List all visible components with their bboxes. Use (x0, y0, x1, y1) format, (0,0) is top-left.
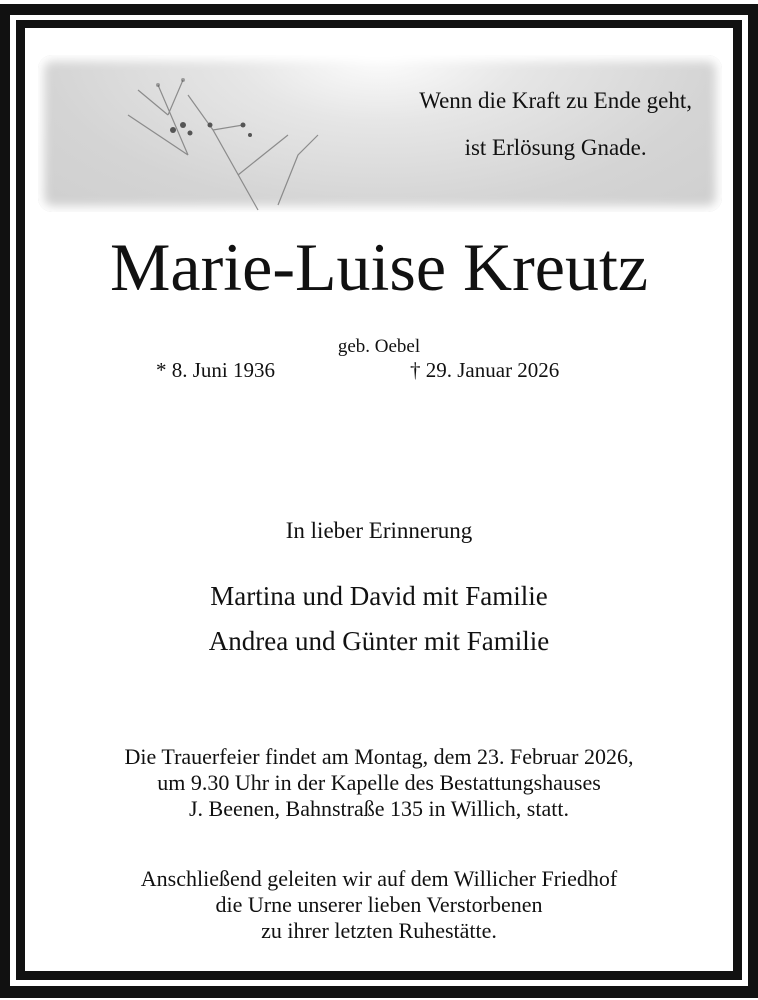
burial-info: Anschließend geleiten wir auf dem Willicher Friedhof die Urne unserer lieben Verstorbenen zu ihrer letzten Ruhestätte. (140, 866, 618, 943)
header-image-plant (38, 55, 722, 212)
deceased-name: Marie-Luise Kreutz (109, 229, 649, 305)
birth-name: geb. Oebel (337, 336, 421, 357)
family-line: Andrea und Günter mit Familie (208, 626, 550, 656)
ceremony-info: Die Trauerfeier findet am Montag, dem 23. Februar 2026, um 9.30 Uhr in der Kapelle des Bestattungshauses J. Beenen, Bahnstraße 135 in Willich, statt. (124, 744, 634, 821)
memory-line: In lieber Erinnerung (285, 518, 473, 543)
death-date: † 29. Januar 2026 (410, 358, 560, 382)
birth-date: * 8. Juni 1936 (156, 358, 276, 382)
family-line: Martina und David mit Familie (210, 581, 548, 611)
quote: Wenn die Kraft zu Ende geht, ist Erlösung Gnade. (419, 88, 692, 160)
